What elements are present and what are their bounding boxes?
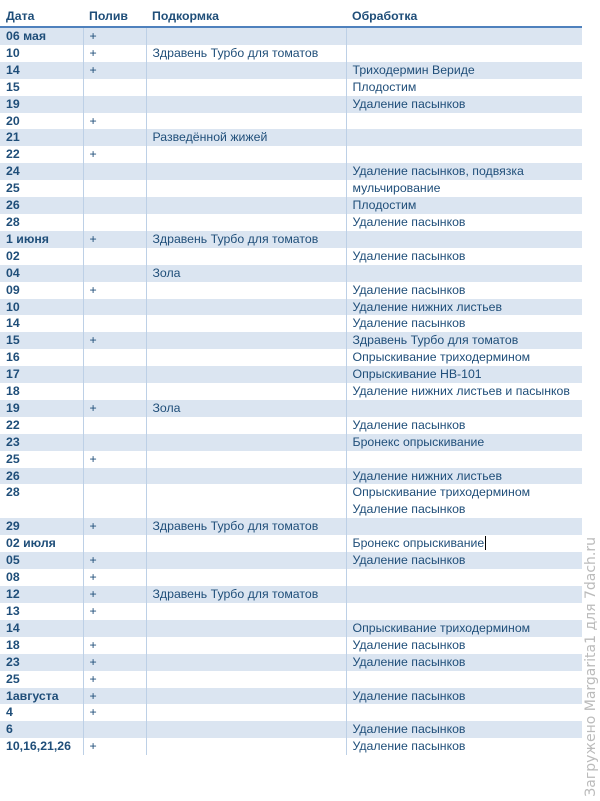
watering-cell[interactable]: + — [83, 451, 146, 468]
date-cell[interactable]: 18 — [6, 384, 20, 399]
feeding-cell[interactable] — [146, 535, 346, 552]
treatment-cell[interactable]: Удаление пасынков — [346, 637, 582, 654]
table-row — [0, 163, 582, 180]
date-cell[interactable]: 10,16,21,26 — [6, 739, 71, 754]
watering-cell[interactable]: + — [83, 45, 146, 62]
feeding-cell[interactable] — [146, 62, 346, 79]
watering-cell[interactable]: + — [83, 552, 146, 569]
feeding-cell[interactable] — [146, 620, 346, 637]
feeding-cell[interactable] — [146, 738, 346, 755]
feeding-cell[interactable] — [146, 552, 346, 569]
watering-cell[interactable]: + — [83, 27, 146, 45]
treatment-cell[interactable]: Удаление нижних листьев — [346, 299, 582, 316]
feeding-cell[interactable] — [146, 654, 346, 671]
table-row — [0, 349, 582, 366]
table-row — [0, 721, 582, 738]
table-row — [0, 129, 582, 146]
header-row — [0, 0, 582, 27]
watering-cell[interactable]: + — [83, 231, 146, 248]
date-cell[interactable]: 23 — [0, 434, 83, 451]
table-row — [0, 468, 582, 485]
date-cell[interactable]: 15 — [6, 79, 20, 94]
table-row — [0, 671, 582, 688]
header-feeding: Подкормка — [146, 0, 346, 27]
watering-cell[interactable] — [83, 315, 146, 332]
feeding-cell[interactable] — [146, 113, 346, 130]
watering-cell[interactable] — [83, 366, 146, 383]
date-cell[interactable]: 14 — [6, 316, 20, 331]
table-row — [0, 552, 582, 569]
watering-cell[interactable] — [83, 214, 146, 231]
table-row — [0, 704, 582, 721]
watering-cell[interactable]: + — [83, 688, 146, 705]
date-cell[interactable]: 29 — [0, 518, 83, 535]
watering-cell[interactable]: + — [83, 654, 146, 671]
treatment-cell[interactable]: Удаление пасынков — [346, 282, 582, 299]
treatment-cell[interactable]: Триходермин Вериде — [346, 62, 582, 79]
date-cell[interactable]: 10 — [6, 45, 20, 60]
treatment-line: Удаление пасынков — [352, 502, 466, 517]
treatment-cell[interactable]: Удаление пасынков — [346, 654, 582, 671]
header-date: Дата — [0, 0, 83, 27]
treatment-cell[interactable]: Плодостим — [346, 197, 582, 214]
table-row — [0, 214, 582, 231]
date-cell[interactable]: 13 — [6, 604, 20, 618]
date-cell[interactable]: 04 — [0, 265, 83, 282]
feeding-cell[interactable]: Здравень Турбо для томатов — [146, 518, 346, 535]
table-row — [0, 265, 582, 282]
watering-cell[interactable] — [83, 180, 146, 197]
watering-cell[interactable]: + — [83, 400, 146, 417]
date-cell[interactable]: 06 мая — [0, 27, 83, 45]
table-row — [0, 518, 582, 535]
treatment-cell[interactable]: Удаление нижних листьев — [346, 468, 582, 485]
table-row — [0, 62, 582, 79]
watering-cell[interactable]: + — [83, 282, 146, 299]
date-cell[interactable]: 16 — [6, 350, 20, 365]
date-cell[interactable]: 08 — [6, 570, 20, 585]
feeding-cell[interactable] — [146, 180, 346, 197]
table-row — [0, 451, 582, 468]
table-row — [0, 27, 582, 45]
table-row — [0, 315, 582, 332]
watering-cell[interactable]: + — [83, 586, 146, 603]
watering-cell[interactable] — [83, 129, 146, 146]
treatment-cell[interactable]: Здравень Турбо для томатов — [346, 332, 582, 349]
feeding-cell[interactable] — [146, 299, 346, 316]
feeding-cell[interactable] — [146, 484, 346, 518]
treatment-cell[interactable] — [346, 45, 582, 62]
feeding-cell[interactable] — [146, 569, 346, 586]
table-row — [0, 637, 582, 654]
date-cell[interactable]: 05 — [0, 552, 83, 569]
feeding-cell[interactable] — [146, 214, 346, 231]
date-cell[interactable]: 28 — [6, 214, 20, 229]
feeding-cell[interactable]: Здравень Турбо для томатов — [146, 586, 346, 603]
watering-cell[interactable]: + — [83, 671, 146, 688]
treatment-cell[interactable] — [346, 484, 582, 518]
date-cell[interactable]: 18 — [6, 637, 20, 652]
watering-cell[interactable] — [83, 434, 146, 451]
date-cell[interactable]: 25 — [6, 181, 20, 196]
feeding-cell[interactable]: Зола — [146, 400, 346, 417]
treatment-cell[interactable]: Удаление пасынков — [346, 214, 582, 231]
treatment-cell[interactable]: Удаление пасынков — [346, 417, 582, 434]
treatment-cell[interactable] — [346, 265, 582, 282]
feeding-cell[interactable] — [146, 721, 346, 738]
watering-cell[interactable]: + — [83, 704, 146, 721]
watering-cell[interactable]: + — [83, 738, 146, 755]
watering-cell[interactable] — [83, 248, 146, 265]
table-row — [0, 231, 582, 248]
table-row — [0, 620, 582, 637]
treatment-cell[interactable]: Удаление пасынков, подвязка — [346, 163, 582, 180]
feeding-cell[interactable] — [146, 248, 346, 265]
treatment-cell[interactable] — [346, 671, 582, 688]
table-row — [0, 569, 582, 586]
table-row — [0, 738, 582, 755]
feeding-cell[interactable] — [146, 417, 346, 434]
date-cell[interactable]: 12 — [0, 586, 83, 603]
treatment-cell[interactable]: Удаление пасынков — [346, 721, 582, 738]
feeding-cell[interactable] — [146, 366, 346, 383]
watering-cell[interactable] — [83, 163, 146, 180]
treatment-cell[interactable] — [346, 27, 582, 45]
feeding-cell[interactable] — [146, 468, 346, 485]
table-row — [0, 535, 582, 552]
watering-cell[interactable]: + — [83, 146, 146, 163]
treatment-cell[interactable] — [346, 113, 582, 130]
watering-cell[interactable]: + — [83, 62, 146, 79]
feeding-cell[interactable] — [146, 282, 346, 299]
date-cell[interactable]: 4 — [6, 705, 13, 720]
feeding-cell[interactable] — [146, 163, 346, 180]
treatment-cell[interactable] — [346, 518, 582, 535]
watering-cell[interactable] — [83, 265, 146, 282]
table-row — [0, 586, 582, 603]
date-cell[interactable]: 23 — [0, 654, 83, 671]
feeding-cell[interactable] — [146, 79, 346, 96]
watering-cell[interactable]: + — [83, 637, 146, 654]
date-cell[interactable]: 22 — [6, 147, 20, 162]
treatment-cell[interactable]: Удаление пасынков — [346, 552, 582, 569]
feeding-cell[interactable] — [146, 451, 346, 468]
table-row — [0, 282, 582, 299]
date-cell[interactable]: 6 — [0, 721, 83, 738]
watering-cell[interactable] — [83, 417, 146, 434]
treatment-cell[interactable] — [346, 451, 582, 468]
treatment-cell[interactable]: Удаление нижних листьев и пасынков — [346, 383, 582, 400]
date-cell[interactable]: 17 — [0, 366, 83, 383]
treatment-cell[interactable]: Плодостим — [346, 79, 582, 96]
table-row — [0, 45, 582, 62]
treatment-text-editing: Бронекс опрыскивание — [352, 536, 485, 551]
feeding-cell[interactable]: Зола — [146, 265, 346, 282]
feeding-cell[interactable] — [146, 349, 346, 366]
table-row — [0, 484, 582, 518]
date-cell[interactable]: 28 — [6, 485, 20, 500]
date-cell[interactable]: 20 — [6, 113, 20, 128]
date-cell[interactable]: 1августа — [0, 688, 83, 705]
watering-cell[interactable] — [83, 620, 146, 637]
table-row — [0, 197, 582, 214]
date-cell[interactable]: 26 — [0, 468, 83, 485]
treatment-line: Опрыскивание триходермином — [352, 485, 531, 500]
date-cell[interactable]: 15 — [0, 332, 83, 349]
treatment-cell[interactable] — [346, 400, 582, 417]
treatment-cell[interactable] — [346, 129, 582, 146]
feeding-cell[interactable]: Разведённой жижей — [146, 129, 346, 146]
date-cell[interactable]: 19 — [0, 400, 83, 417]
table-row — [0, 299, 582, 316]
feeding-cell[interactable] — [146, 688, 346, 705]
watering-cell[interactable] — [83, 79, 146, 96]
watering-cell[interactable]: + — [83, 569, 146, 586]
date-cell[interactable]: 22 — [6, 417, 20, 432]
table-row — [0, 146, 582, 163]
watering-cell[interactable]: + — [83, 113, 146, 130]
watering-cell[interactable] — [83, 484, 146, 518]
table-row — [0, 400, 582, 417]
date-cell[interactable]: 25 — [6, 671, 20, 686]
treatment-cell[interactable] — [346, 586, 582, 603]
table-row — [0, 79, 582, 96]
date-cell[interactable]: 02 июля — [6, 536, 56, 551]
watering-cell[interactable] — [83, 349, 146, 366]
feeding-cell[interactable] — [146, 146, 346, 163]
treatment-cell[interactable] — [346, 535, 582, 552]
feeding-cell[interactable]: Здравень Турбо для томатов — [146, 45, 346, 62]
watering-cell[interactable] — [83, 535, 146, 552]
treatment-cell[interactable]: Опрыскивание триходермином — [346, 349, 582, 366]
watering-cell[interactable] — [83, 197, 146, 214]
feeding-cell[interactable] — [146, 434, 346, 451]
feeding-cell[interactable] — [146, 603, 346, 620]
treatment-cell[interactable] — [346, 146, 582, 163]
table-body — [0, 27, 582, 755]
watering-cell[interactable] — [83, 383, 146, 400]
date-cell[interactable]: 02 — [6, 248, 20, 263]
treatment-cell[interactable] — [346, 704, 582, 721]
date-cell[interactable]: 25 — [6, 451, 20, 466]
date-cell[interactable]: 14 — [0, 620, 83, 637]
treatment-cell[interactable] — [346, 603, 582, 620]
feeding-cell[interactable]: Здравень Турбо для томатов — [146, 231, 346, 248]
table-row — [0, 603, 582, 620]
watering-cell[interactable]: + — [83, 603, 146, 620]
table-row — [0, 654, 582, 671]
table-row — [0, 180, 582, 197]
treatment-cell[interactable]: Удаление пасынков — [346, 248, 582, 265]
treatment-cell[interactable] — [346, 231, 582, 248]
header-watering: Полив — [83, 0, 146, 27]
feeding-cell[interactable] — [146, 315, 346, 332]
treatment-cell[interactable]: Опрыскивание триходермином — [346, 620, 582, 637]
date-cell[interactable]: 1 июня — [0, 231, 83, 248]
watermark-text: Загружено Margarita1 для 7dach.ru — [583, 537, 599, 797]
table-row — [0, 688, 582, 705]
treatment-cell[interactable]: Бронекс опрыскивание — [346, 434, 582, 451]
date-cell[interactable]: 26 — [0, 197, 83, 214]
feeding-cell[interactable] — [146, 27, 346, 45]
treatment-cell[interactable]: Удаление пасынков — [346, 738, 582, 755]
date-cell[interactable]: 19 — [0, 96, 83, 113]
table-row — [0, 332, 582, 349]
feeding-cell[interactable] — [146, 637, 346, 654]
treatment-cell[interactable]: Удаление пасынков — [346, 688, 582, 705]
watering-cell[interactable] — [83, 299, 146, 316]
treatment-cell[interactable]: Опрыскивание НВ-101 — [346, 366, 582, 383]
table-row — [0, 434, 582, 451]
feeding-cell[interactable] — [146, 383, 346, 400]
table-row — [0, 366, 582, 383]
table-row — [0, 383, 582, 400]
watering-cell[interactable] — [83, 96, 146, 113]
feeding-cell[interactable] — [146, 671, 346, 688]
date-cell[interactable]: 10 — [0, 299, 83, 316]
feeding-cell[interactable] — [146, 704, 346, 721]
date-cell[interactable]: 21 — [0, 129, 83, 146]
table-row — [0, 113, 582, 130]
feeding-cell[interactable] — [146, 96, 346, 113]
treatment-cell[interactable]: мульчирование — [346, 180, 582, 197]
watering-cell[interactable]: + — [83, 518, 146, 535]
watering-cell[interactable] — [83, 721, 146, 738]
treatment-cell[interactable]: Удаление пасынков — [346, 315, 582, 332]
date-cell[interactable]: 09 — [6, 282, 20, 297]
table-row — [0, 96, 582, 113]
treatment-cell[interactable] — [346, 569, 582, 586]
date-cell[interactable]: 24 — [0, 163, 83, 180]
header-treatment: Обработка — [346, 0, 582, 27]
table-row — [0, 417, 582, 434]
watering-cell[interactable] — [83, 468, 146, 485]
watering-cell[interactable]: + — [83, 332, 146, 349]
feeding-cell[interactable] — [146, 197, 346, 214]
date-cell[interactable]: 14 — [0, 62, 83, 79]
table-row — [0, 248, 582, 265]
feeding-cell[interactable] — [146, 332, 346, 349]
treatment-cell[interactable]: Удаление пасынков — [346, 96, 582, 113]
